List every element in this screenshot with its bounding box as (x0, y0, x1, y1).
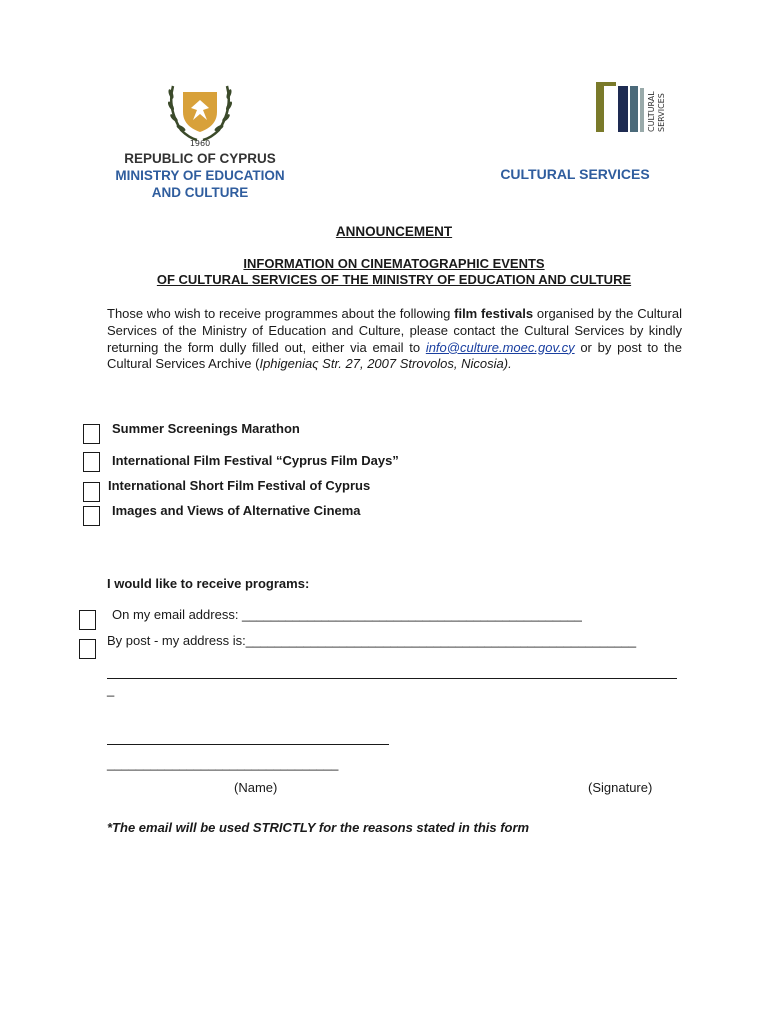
address-continuation-rule (107, 678, 677, 679)
intro-text-2: organised by the Cultural Services of the Ministry of Education and Culture, please contact the Cultural Services by kindly returning the form dully filled out, either via email to (107, 306, 682, 355)
email-address-line: On my email address: _______________________________________________ (112, 607, 582, 622)
header-line-republic: REPUBLIC OF CYPRUS (124, 151, 276, 166)
checkbox-alternative-cinema[interactable] (83, 506, 100, 526)
cultural-services-logo (592, 80, 668, 136)
header-line-ministry: MINISTRY OF EDUCATION (115, 168, 285, 183)
checkbox-email[interactable] (79, 610, 96, 630)
subtitle-line-2: OF CULTURAL SERVICES OF THE MINISTRY OF EDUCATION AND CULTURE (156, 272, 632, 287)
svg-text:CULTURAL: CULTURAL (647, 91, 656, 132)
svg-text:SERVICES: SERVICES (657, 93, 666, 132)
intro-text-3: or by post to the Cultural Services Archive ( (107, 339, 682, 372)
receive-heading: I would like to receive programs: (107, 576, 310, 591)
ministry-header (90, 150, 310, 201)
intro-text-1: Those who wish to receive programmes about the following (107, 306, 455, 321)
signature-rule (107, 744, 389, 745)
cultural-services-header: CULTURAL SERVICES (500, 166, 650, 182)
checkbox-cyprus-film-days[interactable] (83, 452, 100, 472)
address-continuation-mark: _ (107, 682, 115, 697)
checkbox-summer-screenings[interactable] (83, 424, 100, 444)
intro-paragraph (107, 306, 682, 373)
intro-bold-text: film festivals (454, 306, 534, 321)
svg-text:1960: 1960 (189, 139, 211, 148)
intro-address: Iphigeniaς Str. 27, 2007 Strovolos, Nicosia). (259, 356, 512, 372)
email-link[interactable]: info@culture.moec.gov.cy (425, 339, 575, 355)
post-address-line: By post - my address is:______________________________________________________ (107, 633, 637, 648)
name-label: (Name) (234, 780, 278, 795)
checkbox-post[interactable] (79, 639, 96, 659)
email-usage-note: *The email will be used STRICTLY for the reasons stated in this form (107, 820, 530, 835)
festival-option-2: International Film Festival “Cyprus Film Days” (112, 453, 399, 468)
name-line: ________________________________ (107, 756, 339, 771)
festival-option-1: Summer Screenings Marathon (112, 421, 300, 436)
subtitle-line-1: INFORMATION ON CINEMATOGRAPHIC EVENTS (243, 256, 545, 271)
festival-option-3: International Short Film Festival of Cyprus (108, 478, 371, 493)
checkbox-short-film-festival[interactable] (83, 482, 100, 502)
festival-option-4: Images and Views of Alternative Cinema (112, 503, 361, 518)
header-line-culture: AND CULTURE (151, 185, 249, 200)
page-title: ANNOUNCEMENT (335, 224, 453, 239)
signature-label: (Signature) (588, 780, 653, 795)
page-subtitle (0, 256, 770, 288)
cyprus-coat-of-arms-logo (163, 78, 237, 148)
